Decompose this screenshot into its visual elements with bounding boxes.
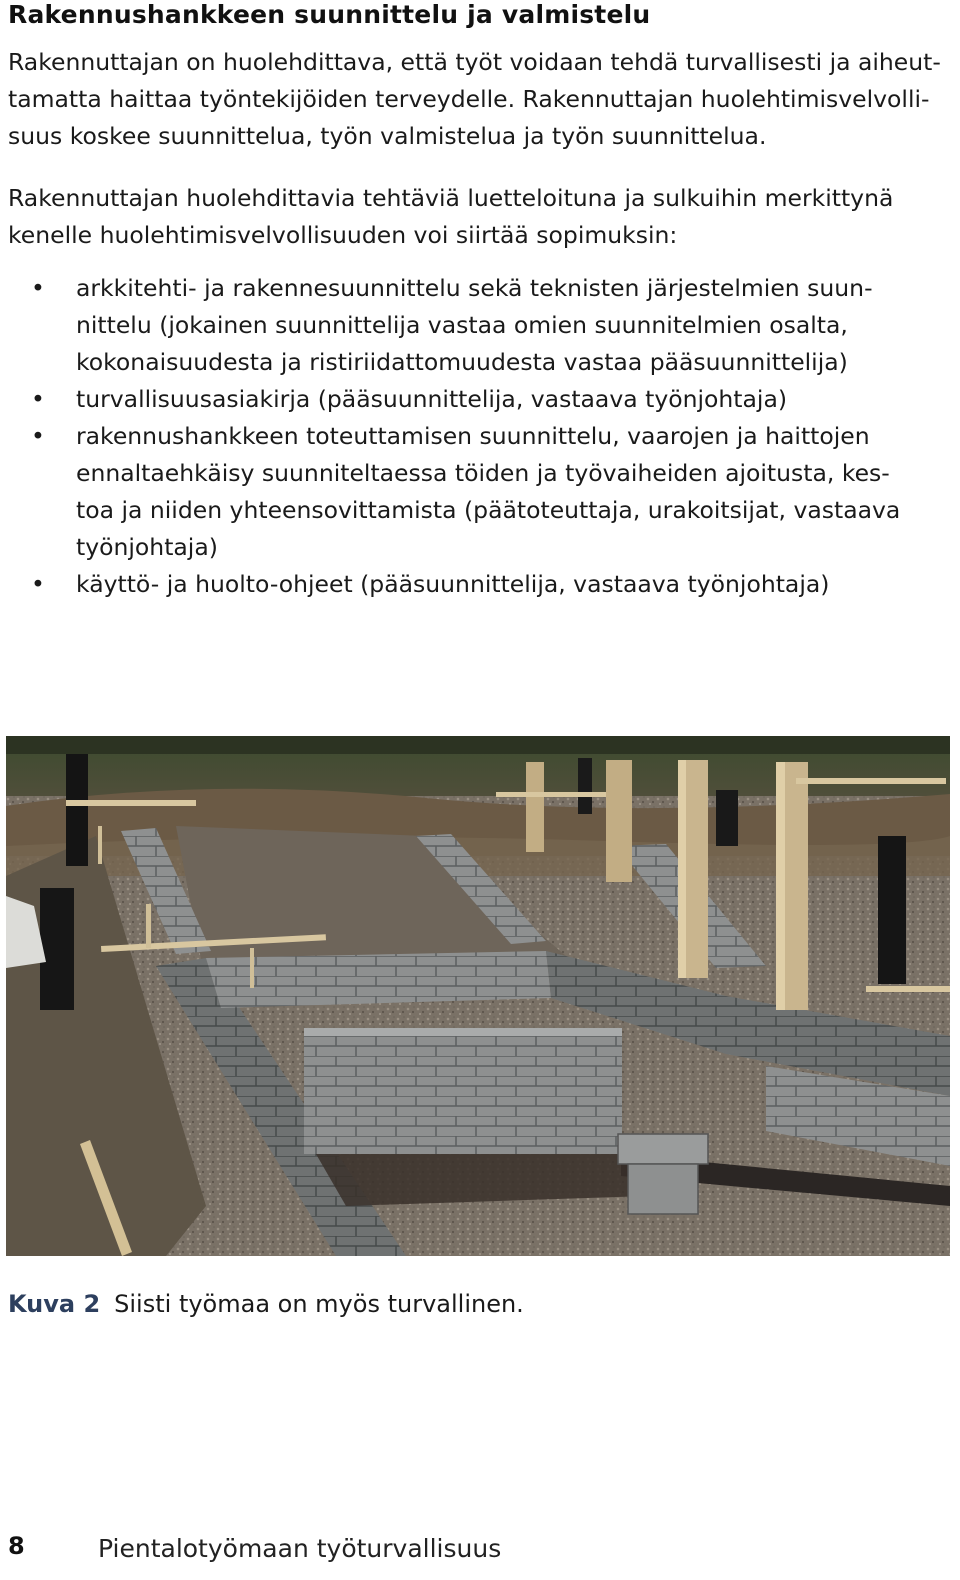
publication-title: Pientalotyömaan työturvallisuus <box>98 1534 502 1563</box>
list-item-line: ennaltaehkäisy suunniteltaessa töiden ja työvaiheiden ajoitusta, kes- <box>76 459 890 487</box>
duty-list <box>0 270 960 603</box>
figure-caption <box>8 1290 524 1318</box>
lead-paragraph <box>8 180 952 254</box>
list-item <box>0 270 960 381</box>
page-footer <box>8 1532 948 1572</box>
list-item-line: arkkitehti- ja rakennesuunnittelu sekä teknisten järjestelmien suun- <box>76 274 873 302</box>
list-item-line: turvallisuusasiakirja (pääsuunnittelija, vastaava työnjohtaja) <box>76 385 788 413</box>
list-item <box>0 381 960 418</box>
list-item-line: nittelu (jokainen suunnittelija vastaa omien suunnitelmien osalta, <box>76 311 848 339</box>
list-item-line: kokonaisuudesta ja ristiriidattomuudesta vastaa pääsuunnittelija) <box>76 348 848 376</box>
list-item <box>0 566 960 603</box>
lead-line: Rakennuttajan huolehdittavia tehtäviä luetteloituna ja sulkuihin merkittynä <box>8 184 894 212</box>
lead-line: kenelle huolehtimisvelvollisuuden voi siirtää sopimuksin: <box>8 221 678 249</box>
list-item-line: työnjohtaja) <box>76 533 218 561</box>
section-heading: Rakennushankkeen suunnittelu ja valmistelu <box>8 0 651 29</box>
intro-paragraph <box>8 44 952 155</box>
caption-text: Siisti työmaa on myös turvallinen. <box>114 1290 524 1318</box>
list-item <box>0 418 960 566</box>
bullet-icon: • <box>31 422 45 450</box>
page-number: 8 <box>8 1532 25 1560</box>
list-item-line: rakennushankkeen toteuttamisen suunnittelu, vaarojen ja haittojen <box>76 422 870 450</box>
list-item-line: toa ja niiden yhteensovittamista (päätoteuttaja, urakoitsijat, vastaava <box>76 496 901 524</box>
caption-label: Kuva 2 <box>8 1290 101 1318</box>
bullet-icon: • <box>31 274 45 302</box>
intro-line: tamatta haittaa työntekijöiden terveydelle. Rakennuttajan huolehtimisvelvolli- <box>8 85 930 113</box>
construction-site-photo <box>6 736 950 1256</box>
intro-line: suus koskee suunnittelua, työn valmistelua ja työn suunnittelua. <box>8 122 767 150</box>
list-item-line: käyttö- ja huolto-ohjeet (pääsuunnittelija, vastaava työnjohtaja) <box>76 570 830 598</box>
bullet-icon: • <box>31 385 45 413</box>
bullet-icon: • <box>31 570 45 598</box>
intro-line: Rakennuttajan on huolehdittava, että työt voidaan tehdä turvallisesti ja aiheut- <box>8 48 941 76</box>
